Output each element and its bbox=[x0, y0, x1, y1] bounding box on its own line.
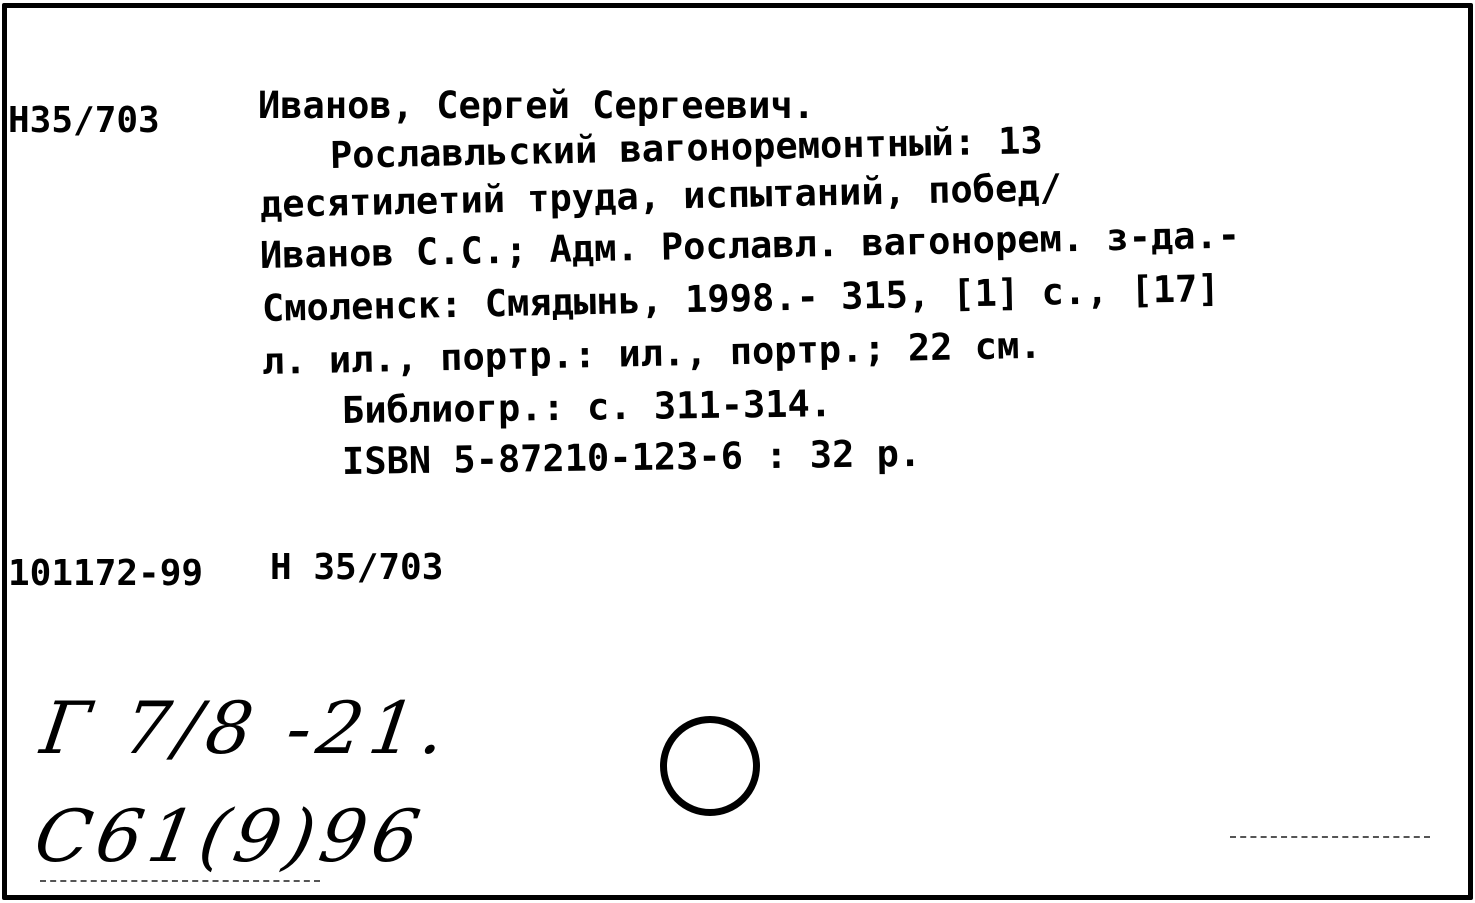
call-number: Н35/703 bbox=[8, 100, 160, 141]
shelf-mark: Н 35/703 bbox=[270, 547, 444, 588]
handwritten-classification: Г 7/8 -21. bbox=[36, 686, 457, 770]
card-punch-hole bbox=[660, 716, 760, 816]
title-line-3: Иванов С.С.; Адм. Рославл. вагонорем. з-да.- bbox=[259, 213, 1241, 277]
isbn-price: ISBN 5-87210-123-6 : 32 р. bbox=[341, 431, 922, 483]
handwritten-author-mark: С61(9)96 bbox=[28, 794, 432, 878]
bottom-dashed-rule-left bbox=[40, 880, 320, 882]
title-line-5: л. ил., портр.: ил., портр.; 22 см. bbox=[261, 323, 1042, 383]
bibliography-note: Библиогр.: с. 311-314. bbox=[341, 382, 833, 432]
title-line-2: десятилетий труда, испытаний, побед/ bbox=[259, 166, 1063, 226]
bottom-dashed-rule-right bbox=[1230, 836, 1430, 838]
author-heading: Иванов, Сергей Сергеевич. bbox=[258, 84, 815, 127]
accession-number: 101172-99 bbox=[8, 553, 204, 594]
title-line-4: Смоленск: Смядынь, 1998.- 315, [1] с., [17] bbox=[261, 266, 1221, 330]
title-line-1: Рославльский вагоноремонтный: 13 bbox=[329, 119, 1044, 177]
